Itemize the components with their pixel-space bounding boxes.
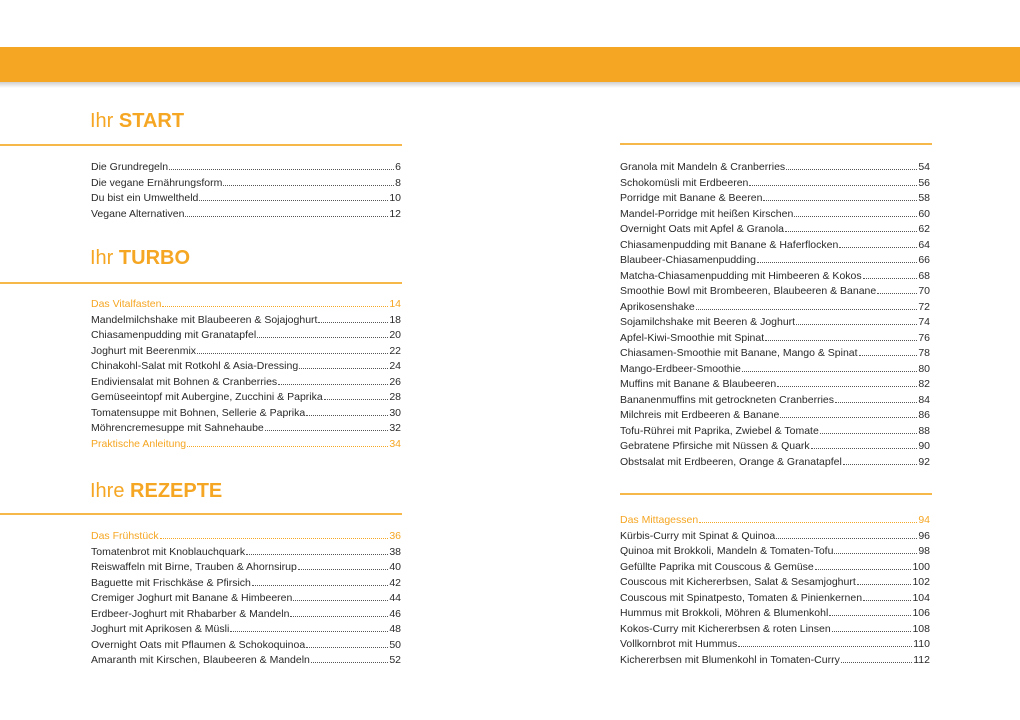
toc-dot-leader: [162, 306, 388, 307]
toc-entry-title: Möhrencremesuppe mit Sahnehaube: [91, 422, 264, 434]
toc-entry-page: 94: [918, 514, 930, 526]
toc-entry[interactable]: [620, 653, 930, 669]
toc-dot-leader: [318, 322, 388, 323]
toc-entry-page: 86: [918, 409, 930, 421]
heading-turbo: [90, 246, 190, 270]
toc-entry-title: Kokos-Curry mit Kichererbsen & roten Linsen: [620, 622, 831, 635]
toc-dot-leader: [299, 368, 388, 369]
toc-entry-title: Muffins mit Banane & Blaubeeren: [620, 378, 777, 390]
toc-dot-leader: [324, 399, 389, 400]
toc-dot-leader: [834, 553, 917, 554]
toc-entry-page: 8: [395, 176, 401, 189]
toc-dot-leader: [699, 522, 917, 523]
toc-dot-leader: [820, 433, 918, 434]
toc-entry[interactable]: [91, 653, 401, 669]
header-orange-bar: [0, 47, 1020, 82]
toc-entry-title: Smoothie Bowl mit Brombeeren, Blaubeeren & Banane: [620, 285, 877, 297]
toc-entry[interactable]: [620, 238, 930, 254]
toc-entry-page: 56: [918, 176, 930, 189]
toc-entry-title: Vollkornbrot mit Hummus: [620, 638, 738, 650]
toc-entry-title: Das Mittagessen: [620, 514, 699, 526]
heading-turbo-bold: TURBO: [118, 247, 191, 269]
toc-dot-leader: [223, 185, 394, 186]
toc-dot-leader: [742, 371, 918, 372]
toc-dot-leader: [863, 600, 911, 601]
heading-start-light: Ihr: [90, 110, 114, 132]
toc-dot-leader: [786, 169, 917, 170]
toc-entry[interactable]: [620, 455, 930, 471]
toc-entry-title: Mango-Erdbeer-Smoothie: [620, 362, 741, 375]
toc-entry-title: Mandelmilchshake mit Blaubeeren & Sojajoghurt: [91, 313, 318, 326]
toc-entry-page: 100: [912, 560, 930, 573]
toc-entry-page: 60: [918, 207, 930, 220]
toc-entry[interactable]: [620, 575, 930, 591]
toc-dot-leader: [293, 600, 388, 601]
toc-entry-page: 44: [389, 592, 401, 604]
toc-entry-page: 104: [912, 591, 930, 604]
toc-entry-page: 68: [918, 269, 930, 282]
toc-section-entry[interactable]: [620, 513, 930, 529]
toc-entry[interactable]: [620, 408, 930, 424]
toc-entry-title: Obstsalat mit Erdbeeren, Orange & Granatapfel: [620, 455, 842, 468]
toc-entry[interactable]: [620, 393, 930, 409]
toc-dot-leader: [780, 417, 917, 418]
toc-dot-leader: [265, 430, 389, 431]
heading-rezepte-light: Ihre: [90, 480, 125, 502]
toc-dot-leader: [832, 631, 912, 632]
toc-entry-title: Gefüllte Paprika mit Couscous & Gemüse: [620, 560, 814, 573]
toc-entry[interactable]: [620, 300, 930, 316]
toc-dot-leader: [841, 662, 912, 663]
toc-entry[interactable]: [91, 176, 401, 192]
toc-entry-title: Du bist ein Umweltheld: [91, 192, 199, 204]
toc-dot-leader: [815, 569, 912, 570]
rule-turbo: [0, 282, 402, 284]
toc-dot-leader: [197, 353, 388, 354]
toc-section-entry[interactable]: [91, 297, 401, 313]
toc-entry[interactable]: [91, 160, 401, 176]
toc-entry-title: Das Frühstück: [91, 530, 159, 542]
toc-entry-title: Porridge mit Banane & Beeren: [620, 192, 763, 204]
toc-dot-leader: [794, 216, 917, 217]
toc-entry-page: 46: [389, 607, 401, 620]
toc-entry-title: Milchreis mit Erdbeeren & Banane: [620, 409, 780, 421]
toc-entry-title: Sojamilchshake mit Beeren & Joghurt: [620, 316, 796, 328]
toc-entry[interactable]: [91, 390, 401, 406]
toc-entry-title: Apfel-Kiwi-Smoothie mit Spinat: [620, 331, 765, 344]
toc-entry-title: Baguette mit Frischkäse & Pfirsich: [91, 576, 251, 589]
toc-entry-page: 98: [918, 545, 930, 557]
toc-section-entry[interactable]: [91, 437, 401, 453]
toc-entry-page: 34: [389, 437, 401, 450]
header-bar-shadow: [0, 82, 1020, 88]
toc-list-start: [91, 160, 401, 222]
toc-dot-leader: [696, 309, 918, 310]
heading-rezepte-bold: REZEPTE: [130, 480, 223, 502]
toc-entry-title: Hummus mit Brokkoli, Möhren & Blumenkohl: [620, 607, 829, 619]
toc-dot-leader: [839, 247, 917, 248]
toc-dot-leader: [811, 448, 918, 449]
toc-entry-page: 96: [918, 529, 930, 542]
toc-entry-title: Erdbeer-Joghurt mit Rhabarber & Mandeln: [91, 607, 290, 620]
toc-entry-page: 38: [389, 545, 401, 558]
toc-list-rezepte: [91, 529, 401, 669]
toc-dot-leader: [290, 616, 388, 617]
toc-entry-title: Joghurt mit Aprikosen & Müsli: [91, 623, 230, 635]
toc-dot-leader: [738, 646, 912, 647]
toc-dot-leader: [230, 631, 388, 632]
toc-entry[interactable]: [620, 362, 930, 378]
toc-entry-title: Gemüseeintopf mit Aubergine, Zucchini & Paprika: [91, 391, 323, 403]
toc-entry[interactable]: [620, 377, 930, 393]
toc-entry-page: 32: [389, 422, 401, 434]
toc-dot-leader: [257, 337, 388, 338]
toc-entry[interactable]: [91, 207, 401, 223]
toc-entry-title: Mandel-Porridge mit heißen Kirschen: [620, 207, 794, 220]
toc-entry-page: 14: [389, 298, 401, 310]
toc-dot-leader: [246, 554, 388, 555]
toc-entry-page: 54: [918, 161, 930, 173]
toc-entry-page: 12: [389, 207, 401, 220]
toc-entry-page: 50: [389, 638, 401, 651]
toc-entry-page: 58: [918, 192, 930, 204]
toc-entry-page: 92: [918, 455, 930, 468]
toc-entry[interactable]: [620, 222, 930, 238]
toc-entry-page: 6: [395, 161, 401, 173]
toc-entry-title: Chiasamenpudding mit Granatapfel: [91, 329, 257, 341]
toc-entry[interactable]: [91, 576, 401, 592]
toc-entry[interactable]: [91, 545, 401, 561]
toc-entry-title: Quinoa mit Brokkoli, Mandeln & Tomaten-Tofu: [620, 545, 834, 557]
toc-entry-title: Gebratene Pfirsiche mit Nüssen & Quark: [620, 440, 810, 452]
toc-entry-page: 72: [918, 300, 930, 313]
toc-entry[interactable]: [91, 560, 401, 576]
toc-dot-leader: [765, 340, 917, 341]
toc-entry[interactable]: [620, 637, 930, 653]
toc-dot-leader: [311, 662, 388, 663]
heading-turbo-light: Ihr: [90, 247, 114, 269]
toc-entry-page: 108: [912, 622, 930, 635]
toc-entry-title: Cremiger Joghurt mit Banane & Himbeeren: [91, 592, 293, 604]
toc-dot-leader: [863, 278, 918, 279]
toc-dot-leader: [185, 216, 388, 217]
toc-list-turbo: [91, 297, 401, 452]
toc-entry-page: 62: [918, 223, 930, 235]
toc-entry-title: Reiswaffeln mit Birne, Trauben & Ahornsirup: [91, 561, 297, 573]
toc-entry[interactable]: [620, 284, 930, 300]
toc-entry-page: 110: [913, 638, 930, 650]
toc-entry[interactable]: [91, 421, 401, 437]
toc-dot-leader: [187, 446, 388, 447]
toc-dot-leader: [199, 200, 388, 201]
toc-entry-title: Aprikosenshake: [620, 300, 695, 313]
toc-entry-page: 40: [389, 561, 401, 573]
rule-right-lunch: [620, 493, 932, 495]
toc-entry-title: Blaubeer-Chiasamenpudding: [620, 254, 757, 266]
toc-entry-page: 106: [912, 607, 930, 619]
toc-entry-page: 82: [918, 378, 930, 390]
toc-list-breakfast: [620, 160, 930, 470]
toc-entry-title: Kürbis-Curry mit Spinat & Quinoa: [620, 529, 776, 542]
toc-dot-leader: [859, 355, 918, 356]
toc-dot-leader: [763, 200, 917, 201]
toc-entry-title: Endiviensalat mit Bohnen & Cranberries: [91, 375, 278, 388]
toc-dot-leader: [298, 569, 388, 570]
toc-dot-leader: [749, 185, 917, 186]
toc-entry[interactable]: [620, 544, 930, 560]
toc-entry-title: Couscous mit Kichererbsen, Salat & Sesamjoghurt: [620, 576, 856, 588]
toc-entry[interactable]: [620, 269, 930, 285]
toc-entry-page: 28: [389, 391, 401, 403]
toc-entry[interactable]: [91, 328, 401, 344]
toc-entry[interactable]: [620, 591, 930, 607]
toc-entry[interactable]: [620, 191, 930, 207]
toc-entry[interactable]: [620, 606, 930, 622]
toc-entry[interactable]: [620, 176, 930, 192]
toc-entry[interactable]: [91, 344, 401, 360]
toc-entry[interactable]: [91, 359, 401, 375]
rule-right-top: [620, 143, 932, 145]
toc-dot-leader: [857, 584, 912, 585]
toc-dot-leader: [796, 324, 917, 325]
toc-entry-page: 66: [918, 254, 930, 266]
toc-entry[interactable]: [91, 313, 401, 329]
toc-entry-page: 76: [918, 331, 930, 344]
toc-entry[interactable]: [91, 191, 401, 207]
toc-entry-page: 10: [389, 192, 401, 204]
toc-entry-title: Granola mit Mandeln & Cranberries: [620, 161, 786, 173]
toc-dot-leader: [278, 384, 388, 385]
toc-entry-page: 64: [918, 238, 930, 251]
toc-entry-page: 74: [918, 316, 930, 328]
toc-entry-title: Kichererbsen mit Blumenkohl in Tomaten-Curry: [620, 653, 840, 666]
toc-entry-page: 26: [389, 375, 401, 388]
toc-entry-title: Chiasamen-Smoothie mit Banane, Mango & Spinat: [620, 347, 858, 359]
toc-entry-title: Schokomüsli mit Erdbeeren: [620, 176, 749, 189]
toc-entry[interactable]: [620, 253, 930, 269]
toc-dot-leader: [306, 647, 388, 648]
toc-entry-page: 84: [918, 393, 930, 406]
toc-entry-title: Praktische Anleitung: [91, 437, 187, 450]
toc-entry-title: Chinakohl-Salat mit Rotkohl & Asia-Dressing: [91, 360, 299, 372]
heading-rezepte: [90, 479, 222, 503]
toc-entry[interactable]: [620, 331, 930, 347]
toc-dot-leader: [829, 615, 911, 616]
toc-entry-page: 30: [389, 406, 401, 419]
toc-entry-page: 112: [913, 653, 930, 666]
toc-entry[interactable]: [620, 622, 930, 638]
toc-dot-leader: [757, 262, 917, 263]
toc-entry-page: 52: [389, 654, 401, 666]
toc-entry-title: Tomatenbrot mit Knoblauchquark: [91, 545, 246, 558]
toc-dot-leader: [306, 415, 388, 416]
toc-entry-page: 78: [918, 347, 930, 359]
toc-entry[interactable]: [91, 638, 401, 654]
toc-dot-leader: [877, 293, 917, 294]
toc-dot-leader: [169, 169, 394, 170]
toc-entry[interactable]: [620, 160, 930, 176]
rule-rezepte: [0, 513, 402, 515]
toc-entry-title: Matcha-Chiasamenpudding mit Himbeeren & Kokos: [620, 269, 862, 282]
toc-entry[interactable]: [620, 560, 930, 576]
toc-entry-page: 80: [918, 362, 930, 375]
toc-entry-title: Bananenmuffins mit getrockneten Cranberries: [620, 393, 835, 406]
toc-entry-page: 42: [389, 576, 401, 589]
toc-entry-title: Vegane Alternativen: [91, 207, 185, 220]
toc-dot-leader: [160, 538, 389, 539]
toc-entry[interactable]: [91, 375, 401, 391]
toc-entry-title: Tofu-Rührei mit Paprika, Zwiebel & Tomate: [620, 424, 819, 437]
toc-entry[interactable]: [91, 591, 401, 607]
toc-entry-page: 70: [918, 285, 930, 297]
toc-entry-page: 18: [389, 313, 401, 326]
toc-dot-leader: [785, 231, 917, 232]
toc-entry-page: 48: [389, 623, 401, 635]
toc-entry-page: 102: [912, 576, 930, 588]
toc-dot-leader: [843, 464, 918, 465]
heading-start: [90, 109, 184, 133]
toc-entry-title: Die Grundregeln: [91, 161, 169, 173]
toc-list-lunch: [620, 513, 930, 668]
toc-entry-page: 88: [918, 424, 930, 437]
toc-entry-page: 24: [389, 360, 401, 372]
heading-start-bold: START: [118, 110, 185, 132]
toc-entry[interactable]: [620, 424, 930, 440]
toc-entry-title: Couscous mit Spinatpesto, Tomaten & Pinienkernen: [620, 591, 863, 604]
toc-entry-title: Chiasamenpudding mit Banane & Haferflocken: [620, 238, 839, 251]
toc-entry-page: 36: [389, 530, 401, 542]
toc-entry-title: Overnight Oats mit Apfel & Granola: [620, 223, 784, 235]
toc-entry-page: 20: [389, 329, 401, 341]
toc-entry-title: Joghurt mit Beerenmix: [91, 344, 197, 357]
toc-entry[interactable]: [620, 207, 930, 223]
toc-entry[interactable]: [620, 346, 930, 362]
toc-entry-title: Tomatensuppe mit Bohnen, Sellerie & Paprika: [91, 406, 306, 419]
toc-entry-title: Amaranth mit Kirschen, Blaubeeren & Mandeln: [91, 654, 310, 666]
toc-dot-leader: [776, 538, 917, 539]
toc-entry[interactable]: [91, 607, 401, 623]
toc-entry[interactable]: [620, 315, 930, 331]
rule-start: [0, 144, 402, 146]
toc-entry-title: Das Vitalfasten: [91, 298, 162, 310]
toc-dot-leader: [835, 402, 917, 403]
toc-dot-leader: [252, 585, 388, 586]
toc-entry[interactable]: [91, 622, 401, 638]
toc-entry[interactable]: [620, 529, 930, 545]
toc-entry[interactable]: [620, 439, 930, 455]
toc-section-entry[interactable]: [91, 529, 401, 545]
toc-entry-title: Die vegane Ernährungsform: [91, 176, 223, 189]
toc-dot-leader: [777, 386, 917, 387]
toc-entry-page: 22: [389, 344, 401, 357]
toc-entry[interactable]: [91, 406, 401, 422]
toc-entry-title: Overnight Oats mit Pflaumen & Schokoquinoa: [91, 638, 306, 651]
toc-entry-page: 90: [918, 440, 930, 452]
